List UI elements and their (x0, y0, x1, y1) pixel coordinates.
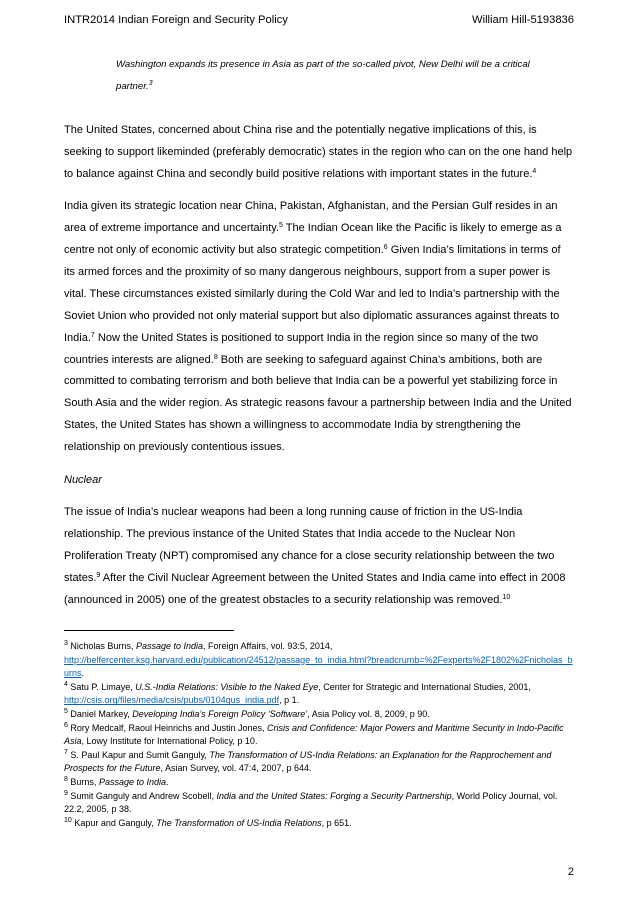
paragraph (64, 196, 574, 459)
footnote-text: Kapur and Ganguly, (74, 817, 157, 828)
footnote-text: Nicholas Burns, (70, 641, 136, 651)
footnotes (64, 640, 576, 830)
paragraph-text: The United States, concerned about China rise and the potentially negative implications of this, is seeking to support likeminded (preferably democratic) states in the region who can on the one hand help to balance against China and secondly build positive relations with important states in the future. (64, 124, 573, 180)
footnote-text: Satu P. Limaye, (70, 681, 136, 692)
footnote-title: Developing India’s Foreign Policy ‘Software’ (132, 708, 308, 719)
footnote-text: , Center for Strategic and International Studies, 2001, (318, 681, 531, 692)
footnote-ref[interactable]: 10 (502, 593, 511, 601)
footnote (64, 749, 576, 776)
footnote-text: , p 1. (279, 695, 300, 706)
page-number: 2 (567, 866, 574, 878)
footnote-separator (64, 630, 234, 631)
footnote-text: , Lowy Institute for International Policy, p 10. (81, 736, 258, 747)
footnote (64, 640, 576, 681)
paragraph-text: Now the United States is positioned to support India in the region since so many of the two countries interests are aligned. (64, 331, 539, 366)
footnote-number: 6 (64, 721, 68, 729)
footnote-link[interactable]: http://csis.org/files/media/csis/pubs/0104qus_india.pdf (64, 695, 280, 706)
footnote-text: Daniel Markey, (70, 708, 133, 719)
footnote-number: 10 (64, 816, 72, 824)
footnote (64, 817, 576, 831)
paragraph-text: The issue of India’s nuclear weapons had been a long running cause of friction in the US-India relationship. The previous instance of the United States that India accede to the Nuclear Non Proliferation Treaty (NPT) compromised any chance for a close security relationship between the two states. (64, 506, 555, 584)
footnote-text: , p 651. (321, 817, 352, 828)
footnote-title: The Transformation of US-India Relations (156, 817, 322, 828)
paragraph-text: Given India’s limitations in terms of its armed forces and the proximity of so many dangerous neighbours, support from a super power is vital. These circumstances existed similarly during the Cold War and led to India’s partnership with the Soviet Union who provided not only material support but also diplomatic assurances against threats to India. (64, 244, 561, 344)
footnote-text: , Asian Survey, vol. 47:4, 2007, p 644. (160, 763, 312, 774)
block-quote (116, 54, 546, 98)
paragraph (64, 502, 574, 612)
footnote-ref[interactable]: 9 (96, 571, 101, 579)
footnote-ref[interactable]: 5 (279, 222, 283, 230)
footnote-text: Sumit Ganguly and Andrew Scobell, (70, 790, 217, 801)
footnote-text: S. Paul Kapur and Sumit Ganguly, (70, 749, 210, 760)
paragraph-text: The Indian Ocean like the Pacific is likely to emerge as a centre not only of economic activity but also strategic competition. (64, 222, 562, 257)
footnote-title: Passage to India (98, 776, 166, 787)
paragraph-text: India given its strategic location near China, Pakistan, Afghanistan, and the Persian Gulf resides in an area of extreme importance and uncertainty. (64, 200, 558, 235)
header-author: William Hill-5193836 (472, 14, 574, 26)
paragraph (64, 120, 574, 186)
quote-text: Washington expands its presence in Asia as part of the so-called pivot, New Delhi will be a critical (116, 59, 530, 70)
footnote-title: India and the United States: Forging a Security Partnership (216, 790, 452, 801)
paragraph-text: Both are seeking to safeguard against China’s ambitions, both are committed to combating terrorism and both believe that India can be a powerful yet stabilizing force in South Asia and the wider region. As strategic reasons favour a partnership between India and the United States, the United States has shown a willingness to accommodate India by strengthening the relationship on previously contentious issues. (64, 353, 572, 454)
footnote-number: 8 (64, 775, 68, 783)
footnote-ref[interactable]: 4 (532, 167, 537, 175)
paragraph-text: After the Civil Nuclear Agreement between the United States and India came into effect in 2008 (announced in 2005) one of the greatest obstacles to a security relationship was removed. (64, 571, 566, 606)
footnote-number: 4 (64, 680, 68, 688)
footnote-title: The Transformation of US-India Relations: an Explanation for the Rapprochement and Prospects for the Future (64, 749, 552, 774)
footnote-text: , World Policy Journal, vol. 22.2, 2005, p 38. (64, 790, 558, 815)
footnote-text: . (166, 776, 169, 787)
header-course-title: INTR2014 Indian Foreign and Security Policy (64, 14, 288, 26)
footnote-text: , Asia Policy vol. 8, 2009, p 90. (307, 708, 430, 719)
quote-text-end: partner. (116, 81, 149, 92)
footnote-title: U.S.-India Relations: Visible to the Naked Eye (135, 681, 319, 692)
footnote (64, 790, 576, 817)
footnote-ref[interactable]: 7 (90, 331, 95, 339)
footnote-title: Passage to India (135, 641, 204, 651)
footnote-link[interactable]: http://belfercenter.ksg.harvard.edu/publication/24512/passage_to_india.html?breadcrumb=%2Fexperts%2F1802%2Fnicholas_burns (64, 654, 573, 679)
footnote (64, 722, 576, 749)
footnote-title: Crisis and Confidence: Major Powers and Maritime Security in Indo-Pacific Asia (64, 722, 564, 747)
page-header (64, 14, 574, 32)
body-text (64, 120, 574, 622)
footnote-number: 7 (64, 748, 68, 756)
footnote-ref[interactable]: 3 (148, 80, 153, 87)
footnote (64, 681, 576, 708)
footnote (64, 776, 576, 790)
footnote-number: 5 (64, 707, 68, 715)
section-heading: Nuclear (64, 473, 102, 486)
footnote (64, 708, 576, 722)
footnote-ref[interactable]: 6 (383, 244, 388, 252)
footnote-text: Burns, (70, 776, 99, 787)
footnote-text: . (81, 668, 85, 679)
footnote-number: 3 (64, 640, 68, 647)
footnote-text: , Foreign Affairs, vol. 93:5, 2014, (203, 641, 333, 651)
footnote-number: 9 (64, 789, 68, 797)
footnote-text: Rory Medcalf, Raoul Heinrichs and Justin Jones, (70, 722, 268, 733)
footnote-ref[interactable]: 8 (213, 353, 218, 361)
